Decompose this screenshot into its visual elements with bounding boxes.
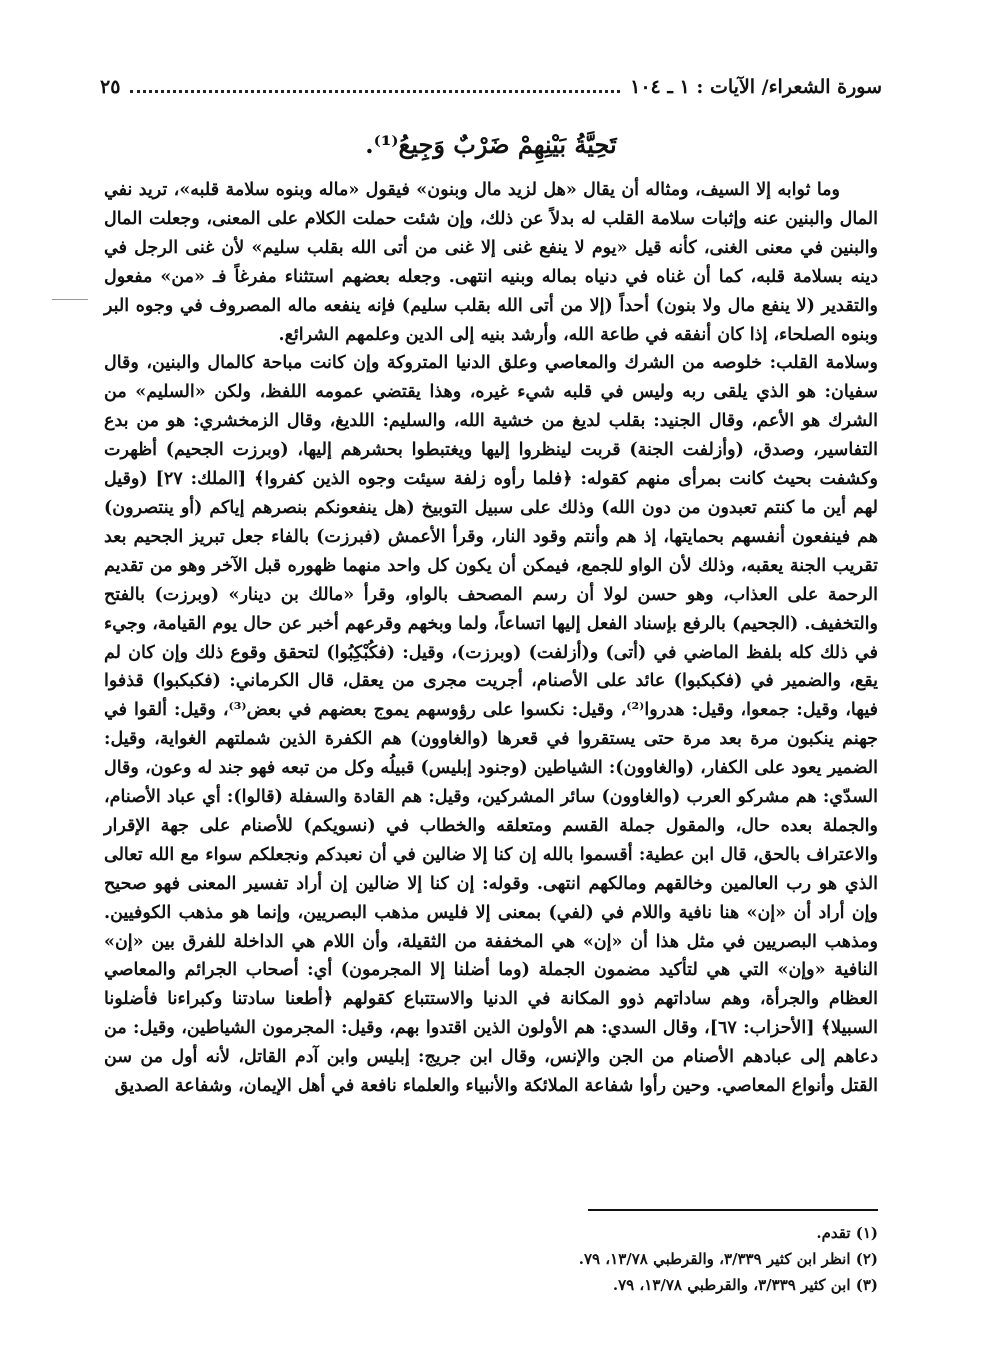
- footnotes: [104, 1220, 878, 1298]
- page-header: [100, 72, 882, 102]
- main-text: [104, 176, 878, 1101]
- paragraph-2: وسلامة القلب: خلوصه من الشرك والمعاصي وعلق الدنيا المتروكة وإن كانت مباحة كالمال والبنين، وقال سفيان: هو الذي يلقى ربه وليس في قلبه شيء غيره، وهذا يقتضي عمومه اللفظ، ولكن «السليم» من الشرك هو الأعم، وقال الجنيد: بقلب لديغ من خشية الله، والسليم: اللديغ، وقال الزمخشري: هو من بدع التفاسير، وصدق، (وأزلفت الجنة) قربت لينظروا إليها ويغتبطوا بحشرهم إليها، (وبرزت الجحيم) أظهرت وكشفت بحيث كانت بمرأى منهم كقوله: ﴿فلما رأوه زلفة سيئت وجوه الذين كفروا﴾ [الملك: ٢٧] (وقيل لهم أين ما كنتم تعبدون من دون الله) وذلك على سبيل التوبيخ (هل ينفعونكم بنصرهم إياكم (أو ينتصرون) هم فينفعون أنفسهم بحمايتها، إذ هم وأنتم وقود النار، وقرأ الأعمش (فبرزت) بالفاء جعل تبريز الجحيم بعد تقريب الجنة يعقبه، وذلك لأن الواو للجمع، فيمكن أن يكون كل واحد منهما ظهوره قبل الآخر وهو من تقديم الرحمة على العذاب، وهو حسن لولا أن رسم المصحف بالواو، وقرأ «مالك بن دينار» (وبرزت) بالفتح والتخفيف. (الجحيم) بالرفع بإسناد الفعل إليها اتساعاً، ولما وبخهم وقرعهم أخبر عن حال يوم القيامة، وجيء في ذلك كله بلفظ الماضي في (أتى) و(أزلفت) (وبرزت)، وقيل: (فكُبْكِبُوا) لتحقق وقوع ذلك وإن كان لم يقع، والضمير في (فكبكبوا) عائد على الأصنام، أجريت مجرى من يعقل، قال الكرماني: (فكبكبوا) قذفوا فيها، وقيل: جمعوا، وقيل: هدروا⁽²⁾، وقيل: نكسوا على رؤوسهم يموج بعضهم في بعض⁽³⁾، وقيل: ألقوا في جهنم ينكبون مرة بعد مرة حتى يستقروا في قعرها (والغاوون) هم الكفرة الذين شملتهم الغواية، وقيل: الضمير يعود على الكفار، (والغاوون): الشياطين (وجنود إبليس) قبيلُه وكل من تبعه فهو جند له وعون، وقال السدّي: هم مشركو العرب (والغاوون) سائر المشركين، وقيل: هم القادة والسفلة (قالوا): أي عباد الأصنام، والجملة بعده حال، والمقول جملة القسم ومتعلقه والخطاب في (نسويكم) للأصنام على جهة الإقرار والاعتراف بالحق، قال ابن عطية: أقسموا بالله إن كنا إلا ضالين في أن نعبدكم ونجعلكم سواء مع الله تعالى الذي هو رب العالمين وخالقهم ومالكهم انتهى. وقوله: إن كنا إلا ضالين إن أراد تفسير المعنى فهو صحيح وإن أراد أن «إن» هنا نافية واللام في (لفي) بمعنى إلا فليس مذهب البصريين، وإنما هو مذهب الكوفيين. ومذهب البصريين في مثل هذا أن «إن» هي المخففة من الثقيلة، وأن اللام هي الداخلة للفرق بين «إن» النافية «وإن» التي هي لتأكيد مضمون الجملة (وما أضلنا إلا المجرمون) أي: أصحاب الجرائم والمعاصي العظام والجرأة، وهم ساداتهم ذوو المكانة في الدنيا والاستتباع كقولهم ﴿أطعنا سادتنا وكبراءنا فأضلونا السبيلا﴾ [الأحزاب: ٦٧]، وقال السدي: هم الأولون الذين اقتدوا بهم، وقيل: المجرمون الشياطين، وقيل: من دعاهم إلى عبادهم الأصنام من الجن والإنس، وقال ابن جريج: إبليس وابن آدم القاتل، لأنه أول من سن القتل وأنواع المعاصي. وحين رأوا شفاعة الملائكة والأنبياء والعلماء نافعة في أهل الإيمان، وشفاعة الصديق: [104, 353, 878, 1097]
- footnote-divider: [588, 1209, 878, 1211]
- running-title: سورة الشعراء/ الآيات : ١ ـ ١٠٤: [630, 76, 882, 98]
- page-number: ٢٥: [100, 76, 121, 98]
- paragraph-1: وما ثوابه إلا السيف، ومثاله أن يقال «هل لزيد مال وبنون» فيقول «ماله وبنوه سلامة قلبه»، تريد نفي المال والبنين عنه وإثبات سلامة القلب له بدلاً عن ذلك، وإن شئت حملت الكلام على المعنى، وجعلت المال والبنين في معنى الغنى، كأنه قيل «يوم لا ينفع غنى إلا غنى من أتى الله بقلب سليم» لأن غنى الرجل في دينه بسلامة قلبه، كما أن غناه في دنياه بماله وبنيه انتهى. وجعله بعضهم استثناء مفرغاً فـ «من» مفعول والتقدير (لا ينفع مال ولا بنون) أحداً (إلا من أتى الله بقلب سليم) فإنه ينفعه ماله المصروف في وجوه البر وبنوه الصلحاء، إذا كان أنفقه في طاعة الله، وأرشد بنيه إلى الدين وعلمهم الشرائع.: [104, 180, 878, 345]
- header-leader-dots: [130, 90, 620, 93]
- footnote-2: (٢) انظر ابن كثير ٣/٣٣٩، والقرطبي ١٣/٧٨، ٧٩.: [578, 1250, 878, 1268]
- margin-mark: [52, 299, 88, 300]
- footnote-3: (٣) ابن كثير ٣/٣٣٩، والقرطبي ١٣/٧٨، ٧٩.: [612, 1276, 878, 1294]
- footnote-1: (١) تقدم.: [816, 1224, 878, 1242]
- poetry-verse: تَحِيَّةُ بَيْنِهِمْ ضَرْبٌ وَجِيعُ⁽¹⁾.: [365, 130, 617, 159]
